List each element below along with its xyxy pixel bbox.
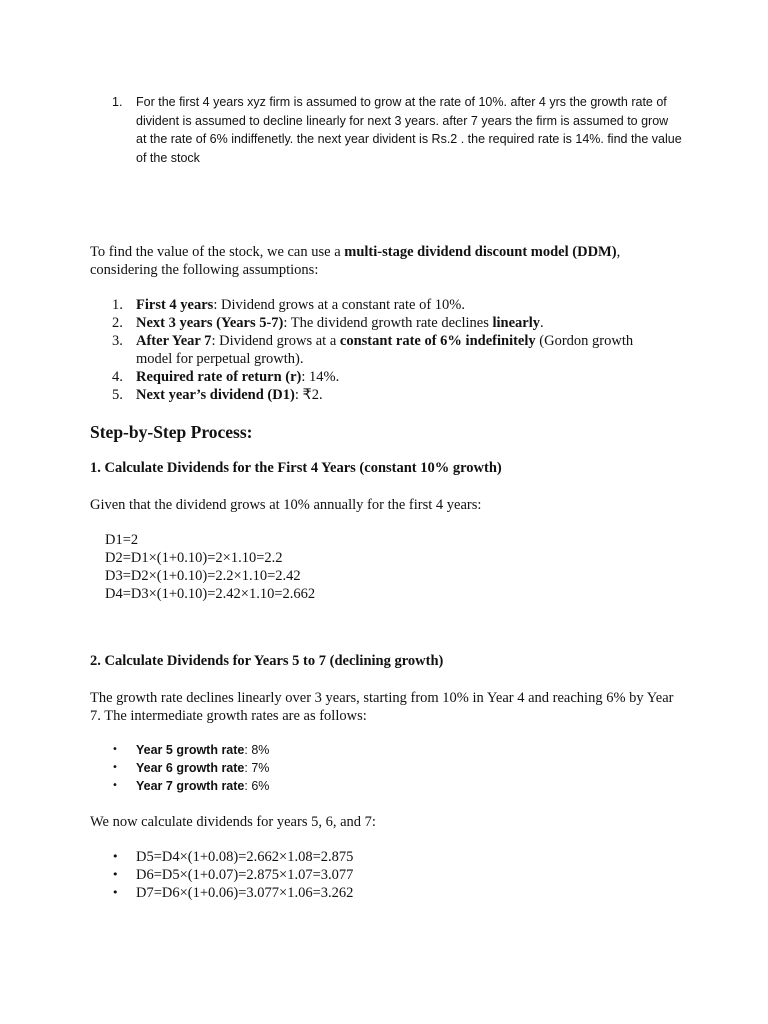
growth-rate-list bbox=[112, 741, 612, 795]
assumption-label: After Year 7 bbox=[136, 333, 212, 349]
assumption-label: Next 3 years (Years 5-7) bbox=[136, 315, 284, 331]
question-text: For the first 4 years xyz firm is assumed to grow at the rate of 10%. after 4 yrs the growth rate of divident is assumed to decline linearly for next 3 years. after 7 years the firm is assumed to grow at the rate of 6% indiffenetly. the next year divident is Rs.2 . the required rate is 14%. find the value of the stock bbox=[136, 95, 682, 165]
bullet-icon: • bbox=[112, 762, 118, 773]
assumption-label: First 4 years bbox=[136, 297, 214, 313]
assumption-item bbox=[112, 314, 672, 332]
list-item bbox=[112, 759, 612, 777]
list-number: 3. bbox=[112, 333, 123, 349]
section2-heading: 2. Calculate Dividends for Years 5 to 7 (declining growth) bbox=[90, 653, 444, 669]
dividend-calc-line: D3=D2×(1+0.10)=2.2×1.10=2.42 bbox=[105, 568, 301, 584]
growth-rate-value: : 6% bbox=[244, 779, 270, 793]
dividend-calc-line: D2=D1×(1+0.10)=2×1.10=2.2 bbox=[105, 550, 283, 566]
assumption-text: : Dividend grows at a bbox=[211, 333, 340, 349]
list-item bbox=[112, 741, 612, 759]
bullet-icon: • bbox=[112, 886, 119, 899]
growth-rate-label: Year 7 growth rate bbox=[136, 779, 245, 793]
intro-paragraph bbox=[90, 243, 690, 279]
list-number: 5. bbox=[112, 387, 123, 403]
question-number: 1. bbox=[112, 95, 123, 109]
growth-rate-value: : 7% bbox=[244, 761, 270, 775]
assumption-emphasis: constant rate of 6% indefinitely bbox=[339, 333, 536, 349]
bullet-icon: • bbox=[112, 780, 118, 791]
growth-rate-label: Year 6 growth rate bbox=[136, 761, 245, 775]
assumption-text: : Dividend grows at a constant rate of 10%. bbox=[213, 297, 465, 313]
list-item bbox=[112, 777, 612, 795]
assumption-text: : The dividend growth rate declines bbox=[283, 315, 493, 331]
section1-heading: 1. Calculate Dividends for the First 4 Years (constant 10% growth) bbox=[90, 460, 502, 476]
bullet-icon: • bbox=[112, 868, 119, 881]
dividend-calc-line: D1=2 bbox=[105, 532, 139, 548]
dividend-calc-line: D6=D5×(1+0.07)=2.875×1.07=3.077 bbox=[136, 867, 354, 883]
assumption-text: : 14%. bbox=[301, 369, 340, 385]
dividend-calc-list-later bbox=[112, 848, 612, 902]
assumption-item bbox=[112, 368, 672, 386]
list-item bbox=[112, 848, 612, 866]
assumption-item bbox=[112, 296, 672, 314]
calc-intro: We now calculate dividends for years 5, 6, and 7: bbox=[90, 814, 376, 830]
list-item bbox=[112, 884, 612, 902]
question-block bbox=[112, 93, 682, 167]
assumption-text-end: . bbox=[540, 315, 544, 331]
assumption-emphasis: linearly bbox=[492, 315, 541, 331]
intro-text: To find the value of the stock, we can use a bbox=[90, 244, 345, 260]
list-number: 2. bbox=[112, 315, 123, 331]
dividend-calc-list bbox=[105, 531, 315, 603]
list-number: 4. bbox=[112, 369, 123, 385]
section1-intro: Given that the dividend grows at 10% annually for the first 4 years: bbox=[90, 497, 482, 513]
intro-text-end: , considering the following assumptions: bbox=[90, 244, 621, 278]
dividend-calc-line: D7=D6×(1+0.06)=3.077×1.06=3.262 bbox=[136, 885, 354, 901]
assumptions-list bbox=[112, 296, 672, 404]
bullet-icon: • bbox=[112, 744, 118, 755]
intro-bold-text: multi-stage dividend discount model (DDM) bbox=[344, 244, 617, 260]
assumption-item bbox=[112, 332, 672, 368]
growth-rate-label: Year 5 growth rate bbox=[136, 743, 245, 757]
bullet-icon: • bbox=[112, 850, 119, 863]
step-heading: Step-by-Step Process: bbox=[90, 422, 253, 442]
dividend-calc-line: D4=D3×(1+0.10)=2.42×1.10=2.662 bbox=[105, 586, 316, 602]
growth-rate-value: : 8% bbox=[244, 743, 270, 757]
assumption-label: Next year’s dividend (D1) bbox=[136, 387, 295, 403]
assumption-text: : ₹2. bbox=[294, 387, 323, 403]
assumption-text-end: (Gordon growth model for perpetual growth). bbox=[136, 333, 634, 367]
list-item bbox=[112, 866, 612, 884]
dividend-calc-line: D5=D4×(1+0.08)=2.662×1.08=2.875 bbox=[136, 849, 354, 865]
list-number: 1. bbox=[112, 297, 123, 313]
assumption-label: Required rate of return (r) bbox=[136, 369, 302, 385]
section2-intro: The growth rate declines linearly over 3 years, starting from 10% in Year 4 and reaching 6% by Year 7. The intermediate growth rates are as follows: bbox=[90, 690, 674, 724]
assumption-item bbox=[112, 386, 672, 404]
